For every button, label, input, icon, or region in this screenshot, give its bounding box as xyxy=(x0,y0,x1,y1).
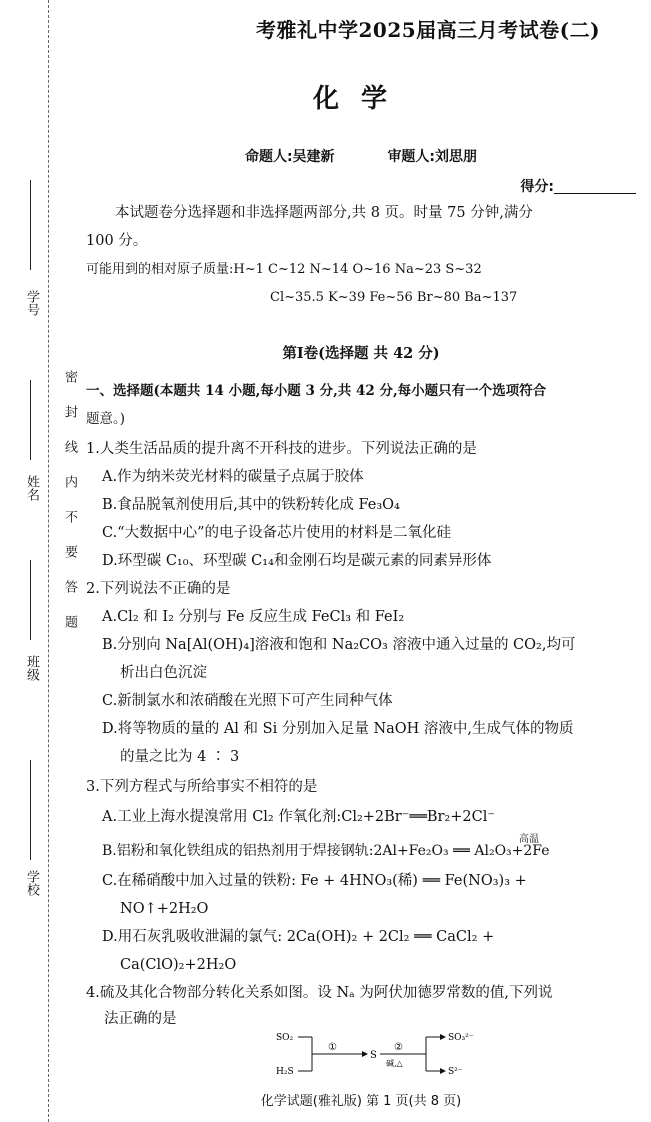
question-3-option-a: A.工业上海水提溴常用 Cl₂ 作氧化剂:Cl₂+2Br⁻══Br₂+2Cl⁻ xyxy=(102,809,496,825)
part-heading-text-1: 一、选择题(本题共 14 小题,每小题 3 分,共 42 分,每小题只有一个选项符合 xyxy=(86,383,547,399)
seal-dashed-line xyxy=(48,0,49,1122)
subject-title: 化学 xyxy=(312,84,409,114)
question-1-option-b: B.食品脱氧剂使用后,其中的铁粉转化成 Fe₃O₄ xyxy=(102,497,400,513)
reviewer-label: 审题人:刘思朋 xyxy=(387,149,478,165)
school-underline xyxy=(30,760,31,860)
binding-margin xyxy=(0,0,80,1122)
setter-label: 命题人:吴建新 xyxy=(244,149,335,165)
intro-line-1: 本试题卷分选择题和非选择题两部分,共 8 页。时量 75 分钟,满分 xyxy=(115,205,533,221)
question-2-option-c: C.新制氯水和浓硝酸在光照下可产生同种气体 xyxy=(102,693,393,709)
question-4-stem-line-2: 法正确的是 xyxy=(104,1011,177,1027)
name-underline xyxy=(30,380,31,460)
scheme-h2s: H₂S xyxy=(276,1067,294,1077)
question-2-option-d-cont: 的量之比为 4 ∶ 3 xyxy=(120,749,240,765)
sulfur-conversion-scheme xyxy=(276,1028,526,1080)
question-2-option-b-cont: 析出白色沉淀 xyxy=(120,665,207,681)
part-heading-line-1 xyxy=(86,378,636,405)
scheme-s2: S²⁻ xyxy=(448,1067,463,1077)
student-number-label: 学号 xyxy=(24,290,39,316)
question-4-stem-line-1: 4.硫及其化合物部分转化关系如图。设 Nₐ 为阿伏加德罗常数的值,下列说 xyxy=(86,985,553,1001)
seal-instruction: 密封线内不要答题 xyxy=(62,370,77,650)
scheme-so2: SO₂ xyxy=(276,1033,294,1043)
question-3-stem: 3.下列方程式与所给事实不相符的是 xyxy=(86,779,318,795)
part-heading-line-2: 题意。) xyxy=(86,411,126,427)
atomic-mass-line-1: 可能用到的相对原子质量:H~1 C~12 N~14 O~16 Na~23 S~32 xyxy=(86,262,482,277)
score-blank[interactable] xyxy=(554,179,636,194)
class-label: 班级 xyxy=(24,655,39,681)
scheme-step-2: ② xyxy=(394,1042,403,1053)
question-3-option-c-cont: NO↑+2H₂O xyxy=(120,901,209,917)
question-2-option-a: A.Cl₂ 和 I₂ 分别与 Fe 反应生成 FeCl₃ 和 FeI₂ xyxy=(102,609,405,625)
number-underline xyxy=(30,180,31,270)
question-3-option-b: B.铝粉和氧化铁组成的铝热剂用于焊接钢轨:2Al+Fe₂O₃ ══ Al₂O₃+2Fe xyxy=(102,843,550,859)
question-1-option-d: D.环型碳 C₁₀、环型碳 C₁₄和金刚石均是碳元素的同素异形体 xyxy=(102,553,492,569)
question-1-option-c: C.“大数据中心”的电子设备芯片使用的材料是二氧化硅 xyxy=(102,525,452,541)
scheme-s: S xyxy=(370,1050,377,1061)
page-footer: 化学试题(雅礼版) 第 1 页(共 8 页) xyxy=(260,1094,462,1109)
score-field xyxy=(520,176,636,196)
section-heading: 第Ⅰ卷(选择题 共 42 分) xyxy=(282,345,440,362)
exam-title: 考雅礼中学2025届高三月考试卷(二) xyxy=(256,18,601,42)
scheme-step-1: ① xyxy=(328,1042,337,1053)
score-label: 得分: xyxy=(520,179,554,195)
question-1-option-a: A.作为纳米荧光材料的碳量子点属于胶体 xyxy=(102,469,364,485)
question-2-stem: 2.下列说法不正确的是 xyxy=(86,581,231,597)
authors-line xyxy=(86,146,636,166)
question-1-stem: 1.人类生活品质的提升离不开科技的进步。下列说法正确的是 xyxy=(86,441,477,457)
atomic-mass-line-2: Cl~35.5 K~39 Fe~56 Br~80 Ba~137 xyxy=(270,290,518,305)
scheme-lower-arrowhead xyxy=(440,1068,446,1074)
student-name-label: 姓名 xyxy=(24,475,39,501)
question-2-option-d: D.将等物质的量的 Al 和 Si 分别加入足量 NaOH 溶液中,生成气体的物质 xyxy=(102,721,574,737)
question-3-condition-label: 高温 xyxy=(519,834,539,845)
scheme-upper-arrowhead xyxy=(440,1034,446,1040)
school-label: 学校 xyxy=(24,870,39,896)
scheme-arrow-1-head xyxy=(362,1051,368,1057)
question-2-option-b: B.分别向 Na[Al(OH)₄]溶液和饱和 Na₂CO₃ 溶液中通入过量的 CO₂,均可 xyxy=(102,637,576,653)
scheme-so3: SO₃²⁻ xyxy=(448,1033,474,1043)
intro-line-2: 100 分。 xyxy=(86,233,148,249)
question-3-option-c: C.在稀硝酸中加入过量的铁粉: Fe + 4HNO₃(稀) ══ Fe(NO₃)₃ + xyxy=(102,873,527,889)
class-underline xyxy=(30,560,31,640)
scheme-condition: 碱,△ xyxy=(386,1059,403,1068)
question-3-option-d-cont: Ca(ClO)₂+2H₂O xyxy=(120,957,237,973)
question-3-option-d: D.用石灰乳吸收泄漏的氯气: 2Ca(OH)₂ + 2Cl₂ ══ CaCl₂ + xyxy=(102,929,495,945)
